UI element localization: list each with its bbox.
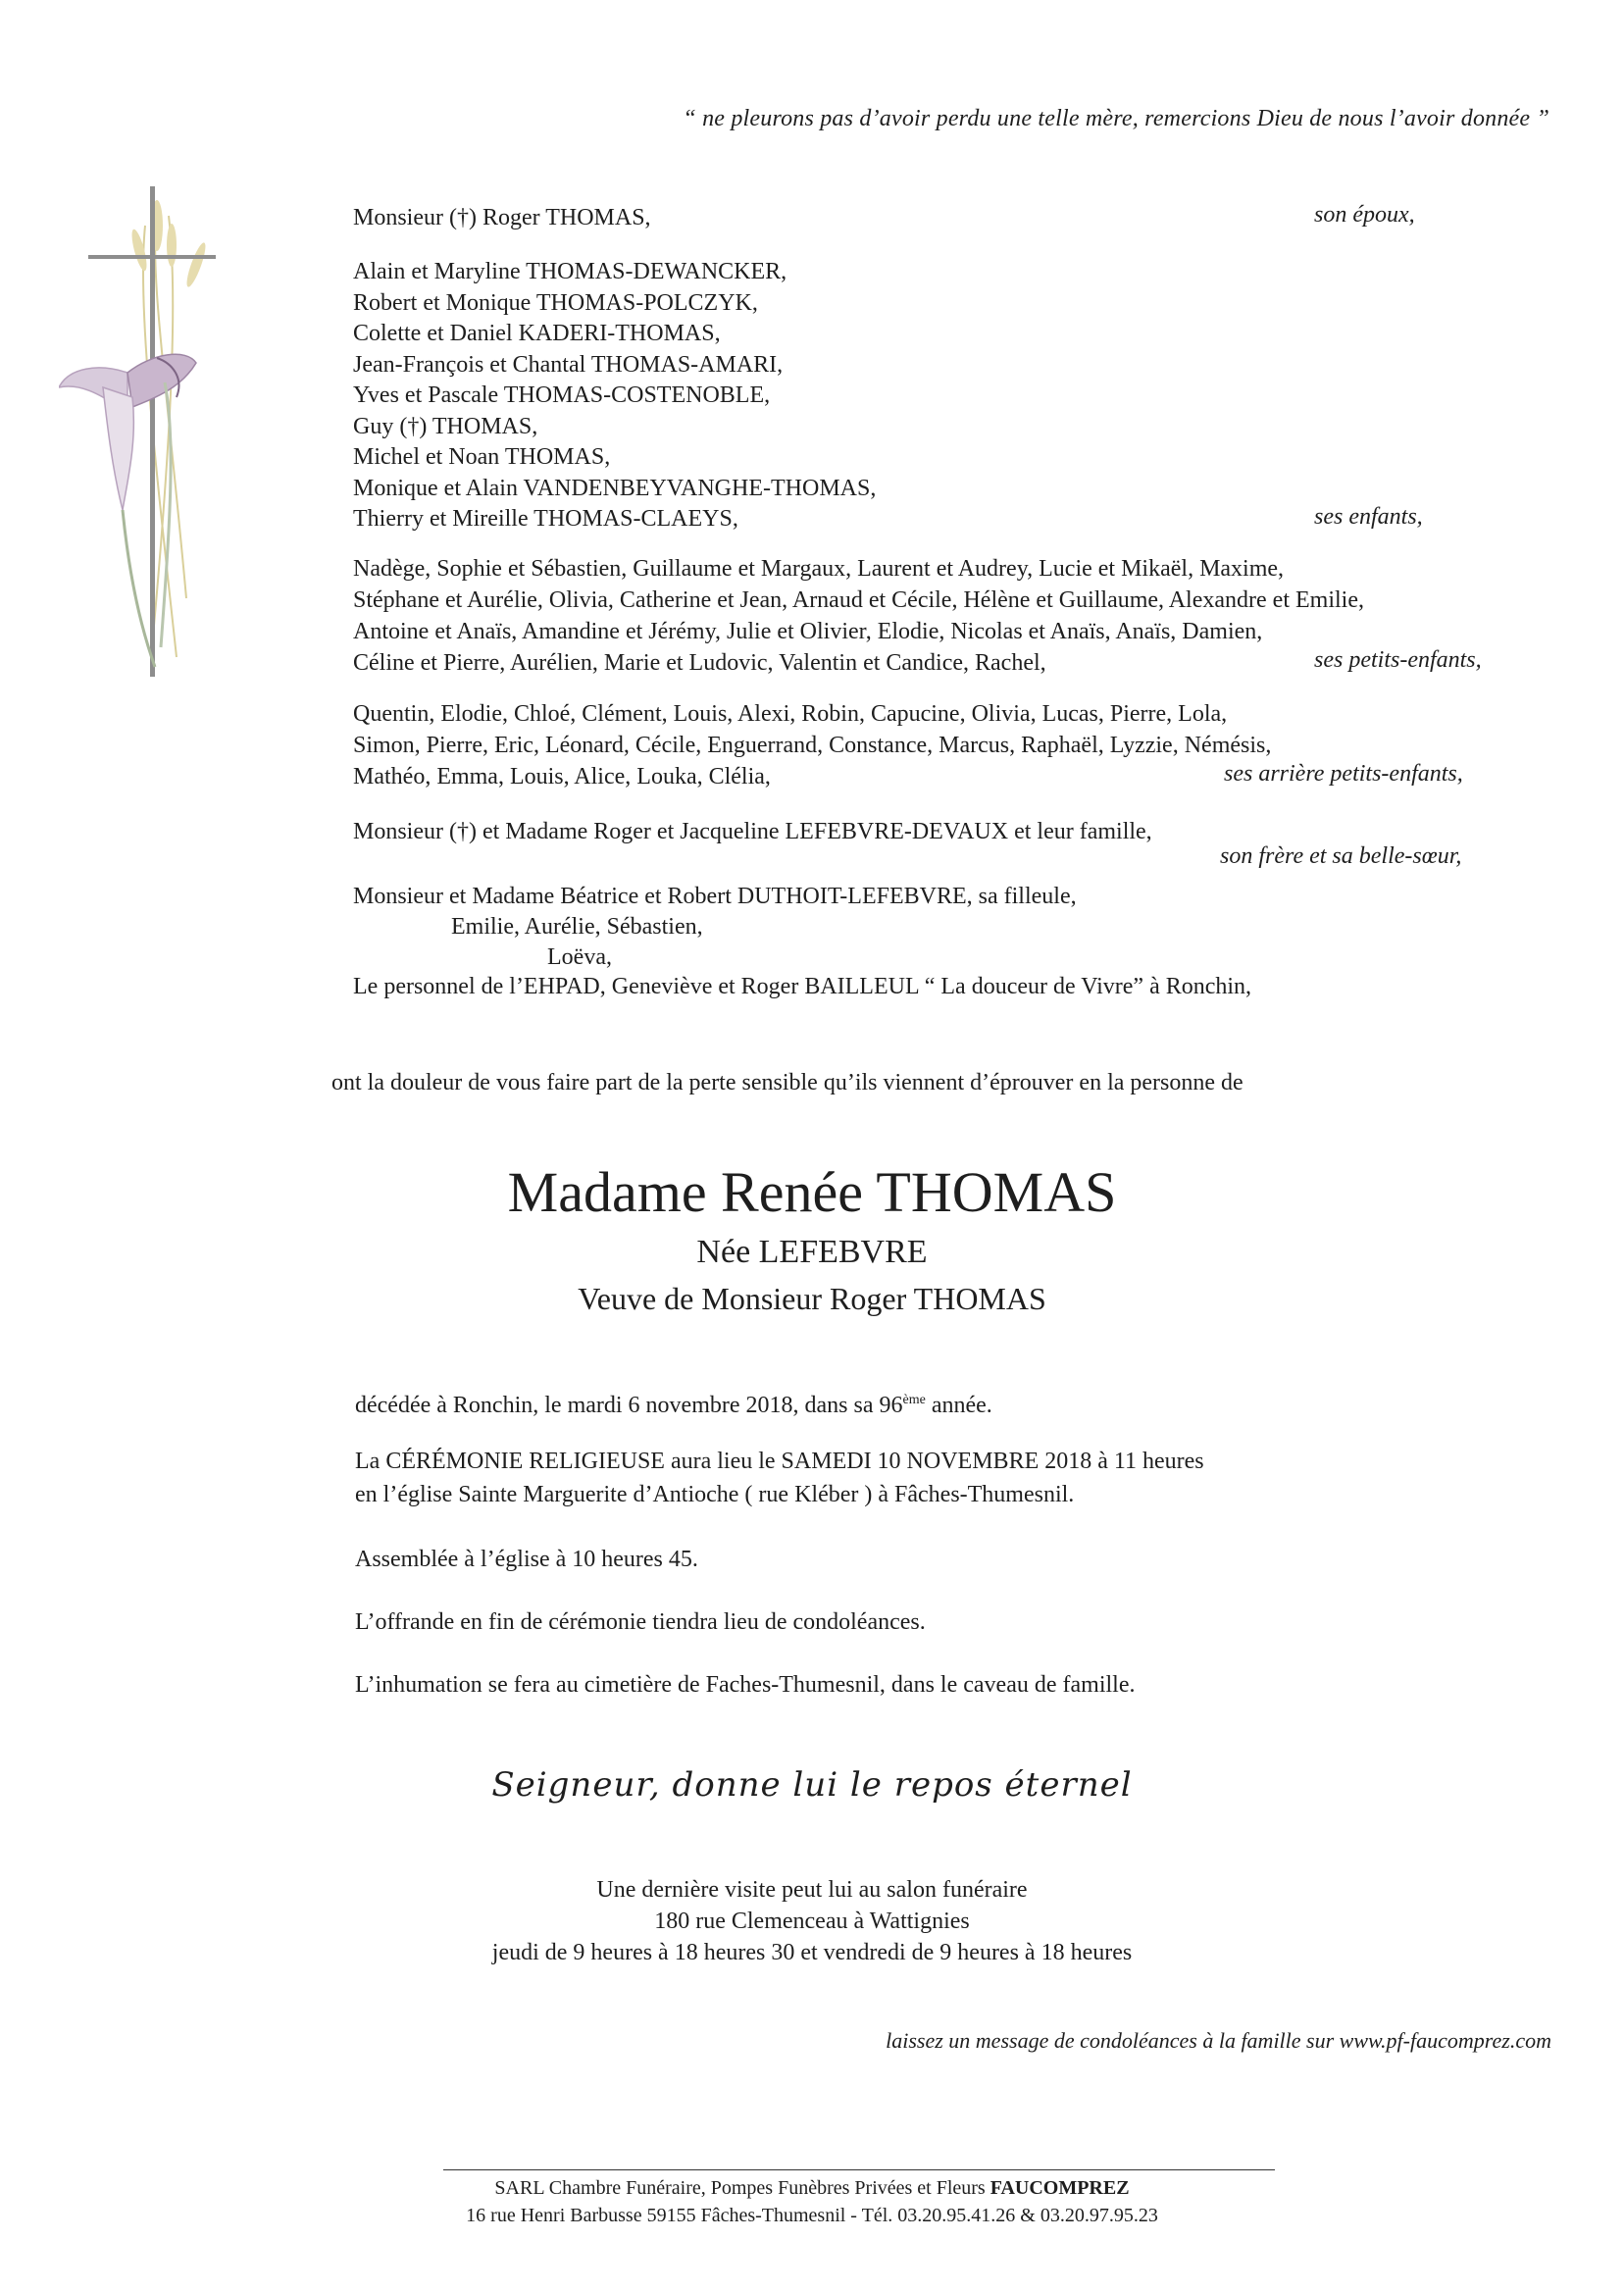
cross-lily-illustration [59, 186, 255, 687]
visit-line-1: Une dernière visite peut lui au salon funéraire [596, 1877, 1028, 1903]
ceremony-line-2: en l’église Sainte Marguerite d’Antioche ( rue Kléber ) à Fâches-Thumesnil. [355, 1482, 1075, 1507]
children-role: ses enfants, [1314, 504, 1423, 530]
goddaughter-line: Monsieur et Madame Béatrice et Robert DUTHOIT-LEFEBVRE, sa filleule, [353, 884, 1077, 909]
grandchildren-role: ses petits-enfants, [1314, 647, 1482, 673]
list-item: Nadège, Sophie et Sébastien, Guillaume et Margaux, Laurent et Audrey, Lucie et Mikaël, Maxime, [353, 556, 1285, 582]
death-superscript: ème [902, 1393, 926, 1407]
children-list [353, 257, 1510, 535]
offering-info: L’offrande en fin de cérémonie tiendra lieu de condoléances. [355, 1609, 926, 1635]
list-item: Stéphane et Aurélie, Olivia, Catherine et Jean, Arnaud et Cécile, Hélène et Guillaume, Alexandre et Emilie, [353, 587, 1364, 613]
epigraph-quote: “ ne pleurons pas d’avoir perdu une telle mère, remercions Dieu de nous l’avoir donnée ” [683, 106, 1549, 131]
visit-line-2: 180 rue Clemenceau à Wattignies [654, 1909, 970, 1934]
burial-info: L’inhumation se fera au cimetière de Faches-Thumesnil, dans le caveau de famille. [355, 1672, 1136, 1698]
list-item: Quentin, Elodie, Chloé, Clément, Louis, Alexi, Robin, Capucine, Olivia, Lucas, Pierre, Lola, [353, 701, 1228, 727]
death-info [355, 1385, 1512, 1421]
company-name: FAUCOMPREZ [990, 2177, 1130, 2199]
list-item: Yves et Pascale THOMAS-COSTENOBLE, [353, 382, 771, 408]
list-item: Alain et Maryline THOMAS-DEWANCKER, [353, 259, 787, 284]
list-item: Michel et Noan THOMAS, [353, 444, 611, 470]
footer-company [0, 2177, 1624, 2200]
list-item: Mathéo, Emma, Louis, Alice, Louka, Clélia, [353, 764, 771, 789]
prayer-line: Seigneur, donne lui le repos éternel [491, 1765, 1133, 1805]
assembly-info: Assemblée à l’église à 10 heures 45. [355, 1547, 698, 1572]
death-text: décédée à Ronchin, le mardi 6 novembre 2018, dans sa 96 [355, 1393, 903, 1418]
spouse-role: son époux, [1314, 202, 1415, 228]
company-description: SARL Chambre Funéraire, Pompes Funèbres Privées et Fleurs [494, 2177, 990, 2199]
lily-flower-icon [59, 354, 196, 667]
brother-role: son frère et sa belle-sœur, [1220, 843, 1462, 869]
list-item: Monique et Alain VANDENBEYVANGHE-THOMAS, [353, 475, 877, 501]
condolence-website-note: laissez un message de condoléances à la famille sur www.pf-faucomprez.com [886, 2028, 1551, 2053]
list-item: Robert et Monique THOMAS-POLCZYK, [353, 289, 758, 316]
brother-line: Monsieur (†) et Madame Roger et Jacqueline LEFEBVRE-DEVAUX et leur famille, [353, 819, 1152, 844]
footer-divider [443, 2169, 1275, 2170]
announcement-text: ont la douleur de vous faire part de la perte sensible qu’ils viennent d’éprouver en la personne de [331, 1070, 1243, 1095]
death-text-end: année. [925, 1393, 992, 1418]
goddaughter-children: Emilie, Aurélie, Sébastien, [451, 914, 703, 940]
staff-line: Le personnel de l’EHPAD, Geneviève et Roger BAILLEUL “ La douceur de Vivre” à Ronchin, [353, 974, 1252, 999]
great-grandchildren-role: ses arrière petits-enfants, [1224, 761, 1463, 787]
footer-address: 16 rue Henri Barbusse 59155 Fâches-Thumesnil - Tél. 03.20.95.41.26 & 03.20.97.95.23 [466, 2205, 1158, 2226]
goddaughter-grandchild: Loëva, [547, 944, 612, 970]
list-item: Colette et Daniel KADERI-THOMAS, [353, 321, 721, 346]
list-item: Simon, Pierre, Eric, Léonard, Cécile, Enguerrand, Constance, Marcus, Raphaël, Lyzzie, Némésis, [353, 733, 1272, 758]
list-item: Céline et Pierre, Aurélien, Marie et Ludovic, Valentin et Candice, Rachel, [353, 650, 1046, 676]
widow-of: Veuve de Monsieur Roger THOMAS [578, 1281, 1046, 1316]
deceased-name: Madame Renée THOMAS [507, 1160, 1117, 1224]
ceremony-line-1: La CÉRÉMONIE RELIGIEUSE aura lieu le SAMEDI 10 NOVEMBRE 2018 à 11 heures [355, 1449, 1204, 1474]
maiden-name: Née LEFEBVRE [696, 1234, 928, 1270]
list-item: Jean-François et Chantal THOMAS-AMARI, [353, 351, 784, 378]
list-item: Guy (†) THOMAS, [353, 413, 538, 439]
list-item: Antoine et Anaïs, Amandine et Jérémy, Julie et Olivier, Elodie, Nicolas et Anaïs, Anaïs, Damien, [353, 619, 1263, 644]
visit-line-3: jeudi de 9 heures à 18 heures 30 et vendredi de 9 heures à 18 heures [491, 1940, 1133, 1965]
list-item: Thierry et Mireille THOMAS-CLAEYS, [353, 506, 738, 532]
spouse-name: Monsieur (†) Roger THOMAS, [353, 205, 651, 230]
